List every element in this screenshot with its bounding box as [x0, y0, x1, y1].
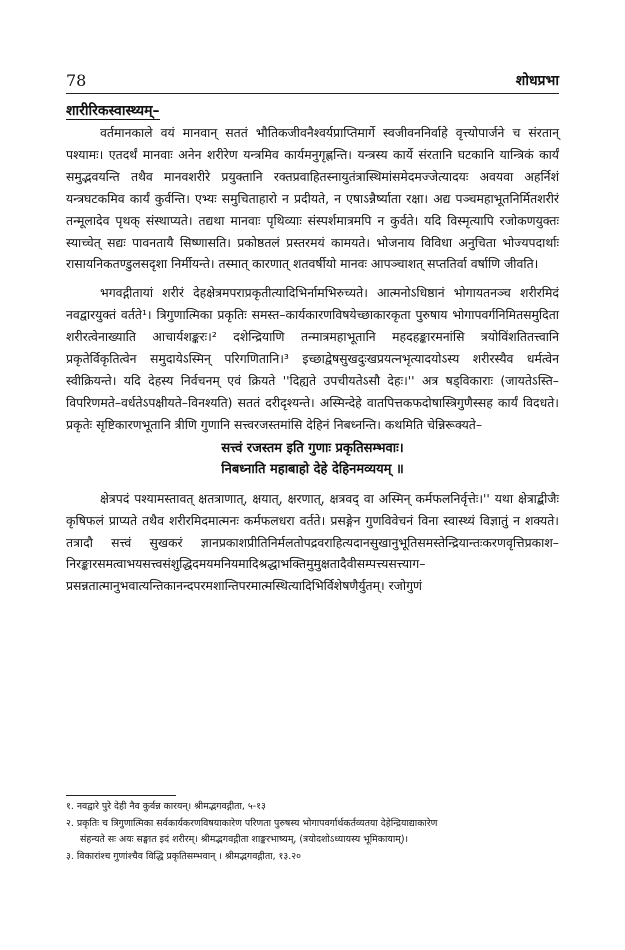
paragraph-1: वर्तमानकाले वयं मानवान् सततं भौतिकजीवनैश्वर्यप्राप्तिमार्गे स्वजीवननिर्वाहे वृत्त्योपार्जने च संरतान् पश्यामः। एतदर्थं मानवाः अनेन शरीरेण यन्त्रमिव कार्यमनुगृह्णन्ति। यन्त्रस्य कार्ये संरतानि घटकानि यान्त्रिकं कार्यं समुद्भवयन्ति तथैव मानवशरीरे प्रयुक्तानि रक्तप्रवाहितस्नायुतंत्रास्थिमांसमेदमज्जेत्यादयः अवयवा अहर्निशं यन्त्रघटकमिव कार्यं कुर्वन्ति। एभ्यः समुचिताहारो न प्रदीयते, न एषाऽन्नैर्ष्याता रक्षा। अद्य पञ्चमहाभूतनिर्मितशरीरं तन्मूलादेव पृथक् संस्थाप्यते। तद्यथा मानवाः पृथिव्याः संस्पर्शमात्रमपि न कुर्वते। यदि विस्मृत्यापि रजोकणयुक्तः स्याच्चेत् सद्यः पावनतायै सिष्णासति। प्रकोष्ठतलं प्रस्तरमयं कामयते। भोजनाय विविधा अनुचिता भोज्यपदार्थाः रासायनिकतण्डुलसदृशा निर्मीयन्ते। तस्मात् कारणात् शतवर्षीयो मानवः आपञ्चाशत् सप्ततिर्वा वर्षाणि जीवति।: [66, 125, 559, 272]
footnote-1: १. नवद्वारे पुरे देही नैव कुर्वन्न कारयन्। श्रीमद्भगवद्गीता, ५-१३: [66, 801, 266, 812]
verse-line-2: निबध्नाति महाबाहो देहे देहिनमव्ययम् ॥: [221, 461, 404, 477]
footnotes: [66, 795, 559, 865]
footnote-3: ३. विकारांश्च गुणांश्चैव विद्धि प्रकृतिसम्भवान् । श्रीमद्भगवद्गीता, १३.२०: [66, 850, 302, 862]
paragraph-2: भगवद्गीतायां शरीरं देहक्षेत्रमपराप्रकृतीत्यादिभिर्नामभिरुच्यते। आत्मनोऽधिष्ठानं भोगायतनञ्च शरीरमिदं नवद्वारयुक्तं वर्तते¹। त्रिगुणात्मिका प्रकृतिः समस्त–कार्यकारणविषयेच्छाकारकृता पुरुषाय भोगापवर्गनिमितसमुदिता शरीरत्वेनाख्याति आचार्यशङ्करः।² दशेन्द्रियाणि तन्मात्रमहाभूतानि महदहङ्कारमनांसि त्रयोविंशतितत्त्वानि प्रकृतेर्विकृतित्वेन समुदायेऽस्मिन् परिगणितानि।³ इच्छाद्वेषसुखदुःखप्रयत्नभृत्यादयोऽस्य शरीरस्यैव धर्मत्वेन स्वीक्रियन्ते। यदि देहस्य निर्वचनम् एवं क्रियते ''दिह्यते उपचीयतेऽसौ देहः।'' अत्र षड्विकाराः (जायतेऽस्ति–विपरिणमते–वर्धतेऽपक्षीयते–विनश्यति) सततं दरीदृश्यन्ते। अस्मिन्देहे वातपित्तकफदोषास्त्रिगुणैस्सह कार्यं विदधते। प्रकृतेः सृष्टिकारणभूतानि त्रीणि गुणानि सत्त्वरजस्तमांसि देहिनं निबध्नन्ति। कथमिति चेन्निरूक्यते–: [66, 285, 559, 432]
verse-line-1: सत्त्वं रजस्तम इति गुणाः प्रकृतिसम्भवाः।: [221, 440, 404, 456]
page-header: [66, 66, 559, 94]
footnote-2-text: २. प्रकृतिः च त्रिगुणात्मिका सर्वकार्यकरणविषयाकारेण परिणता पुरुषस्य भोगापवर्गार्थकर्तव्यतया देहेन्द्रियाद्याकारेण: [66, 817, 438, 829]
section-heading-text: शारीरिकस्वास्थ्यम्–: [66, 103, 160, 119]
page-number: 78: [66, 71, 87, 90]
journal-title: शोधप्रभा: [515, 73, 559, 89]
page-body: [66, 100, 559, 604]
footnote-divider: [66, 795, 176, 796]
footnote-2: [66, 816, 559, 849]
footnote-2-continuation: संहन्यते सः अयः सङ्घात इदं शरीरम्। श्रीमद्भगवद्गीता शाङ्करभाष्यम्, (त्रयोदशोऽध्यायस्य भूमिकायाम्)।: [80, 834, 409, 845]
section-heading: [66, 100, 559, 122]
gita-verse: [66, 438, 559, 480]
paragraph-3: क्षेत्रपदं पश्यामस्तावत् क्षतत्राणात्, क्षयात्, क्षरणात्, क्षत्रवद् वा अस्मिन् कर्मफलनिर्वृत्तेः।'' यथा क्षेत्राद्बीजैः कृषिफलं प्राप्यते तथैव शरीरमिदमात्मनः कर्मफलधरा वर्तते। प्रसङ्गेन गुणविवेचनं विना स्वास्थ्यं विज्ञातुं न शक्यते। तत्रादौ सत्त्वं सुखकरं ज्ञानप्रकाशप्रीतिनिर्मलतोपद्रवराहित्यदानसुखानुभूतिसमस्तेन्द्रियान्तःकरणवृत्तिप्रकाश–निरङ्कारसमत्वाभयसत्त्वसंशुद्धिदमयमनियमादिश्रद्धाभक्तिमुमुक्षतादैवीसम्पत्त्यसत्त्याग–प्रसन्नतात्मानुभवात्यन्तिकानन्दपरमशान्तिपरमात्मस्थित्यादिभिर्विशेषणैर्युतम्। रजोगुणं: [66, 490, 559, 594]
